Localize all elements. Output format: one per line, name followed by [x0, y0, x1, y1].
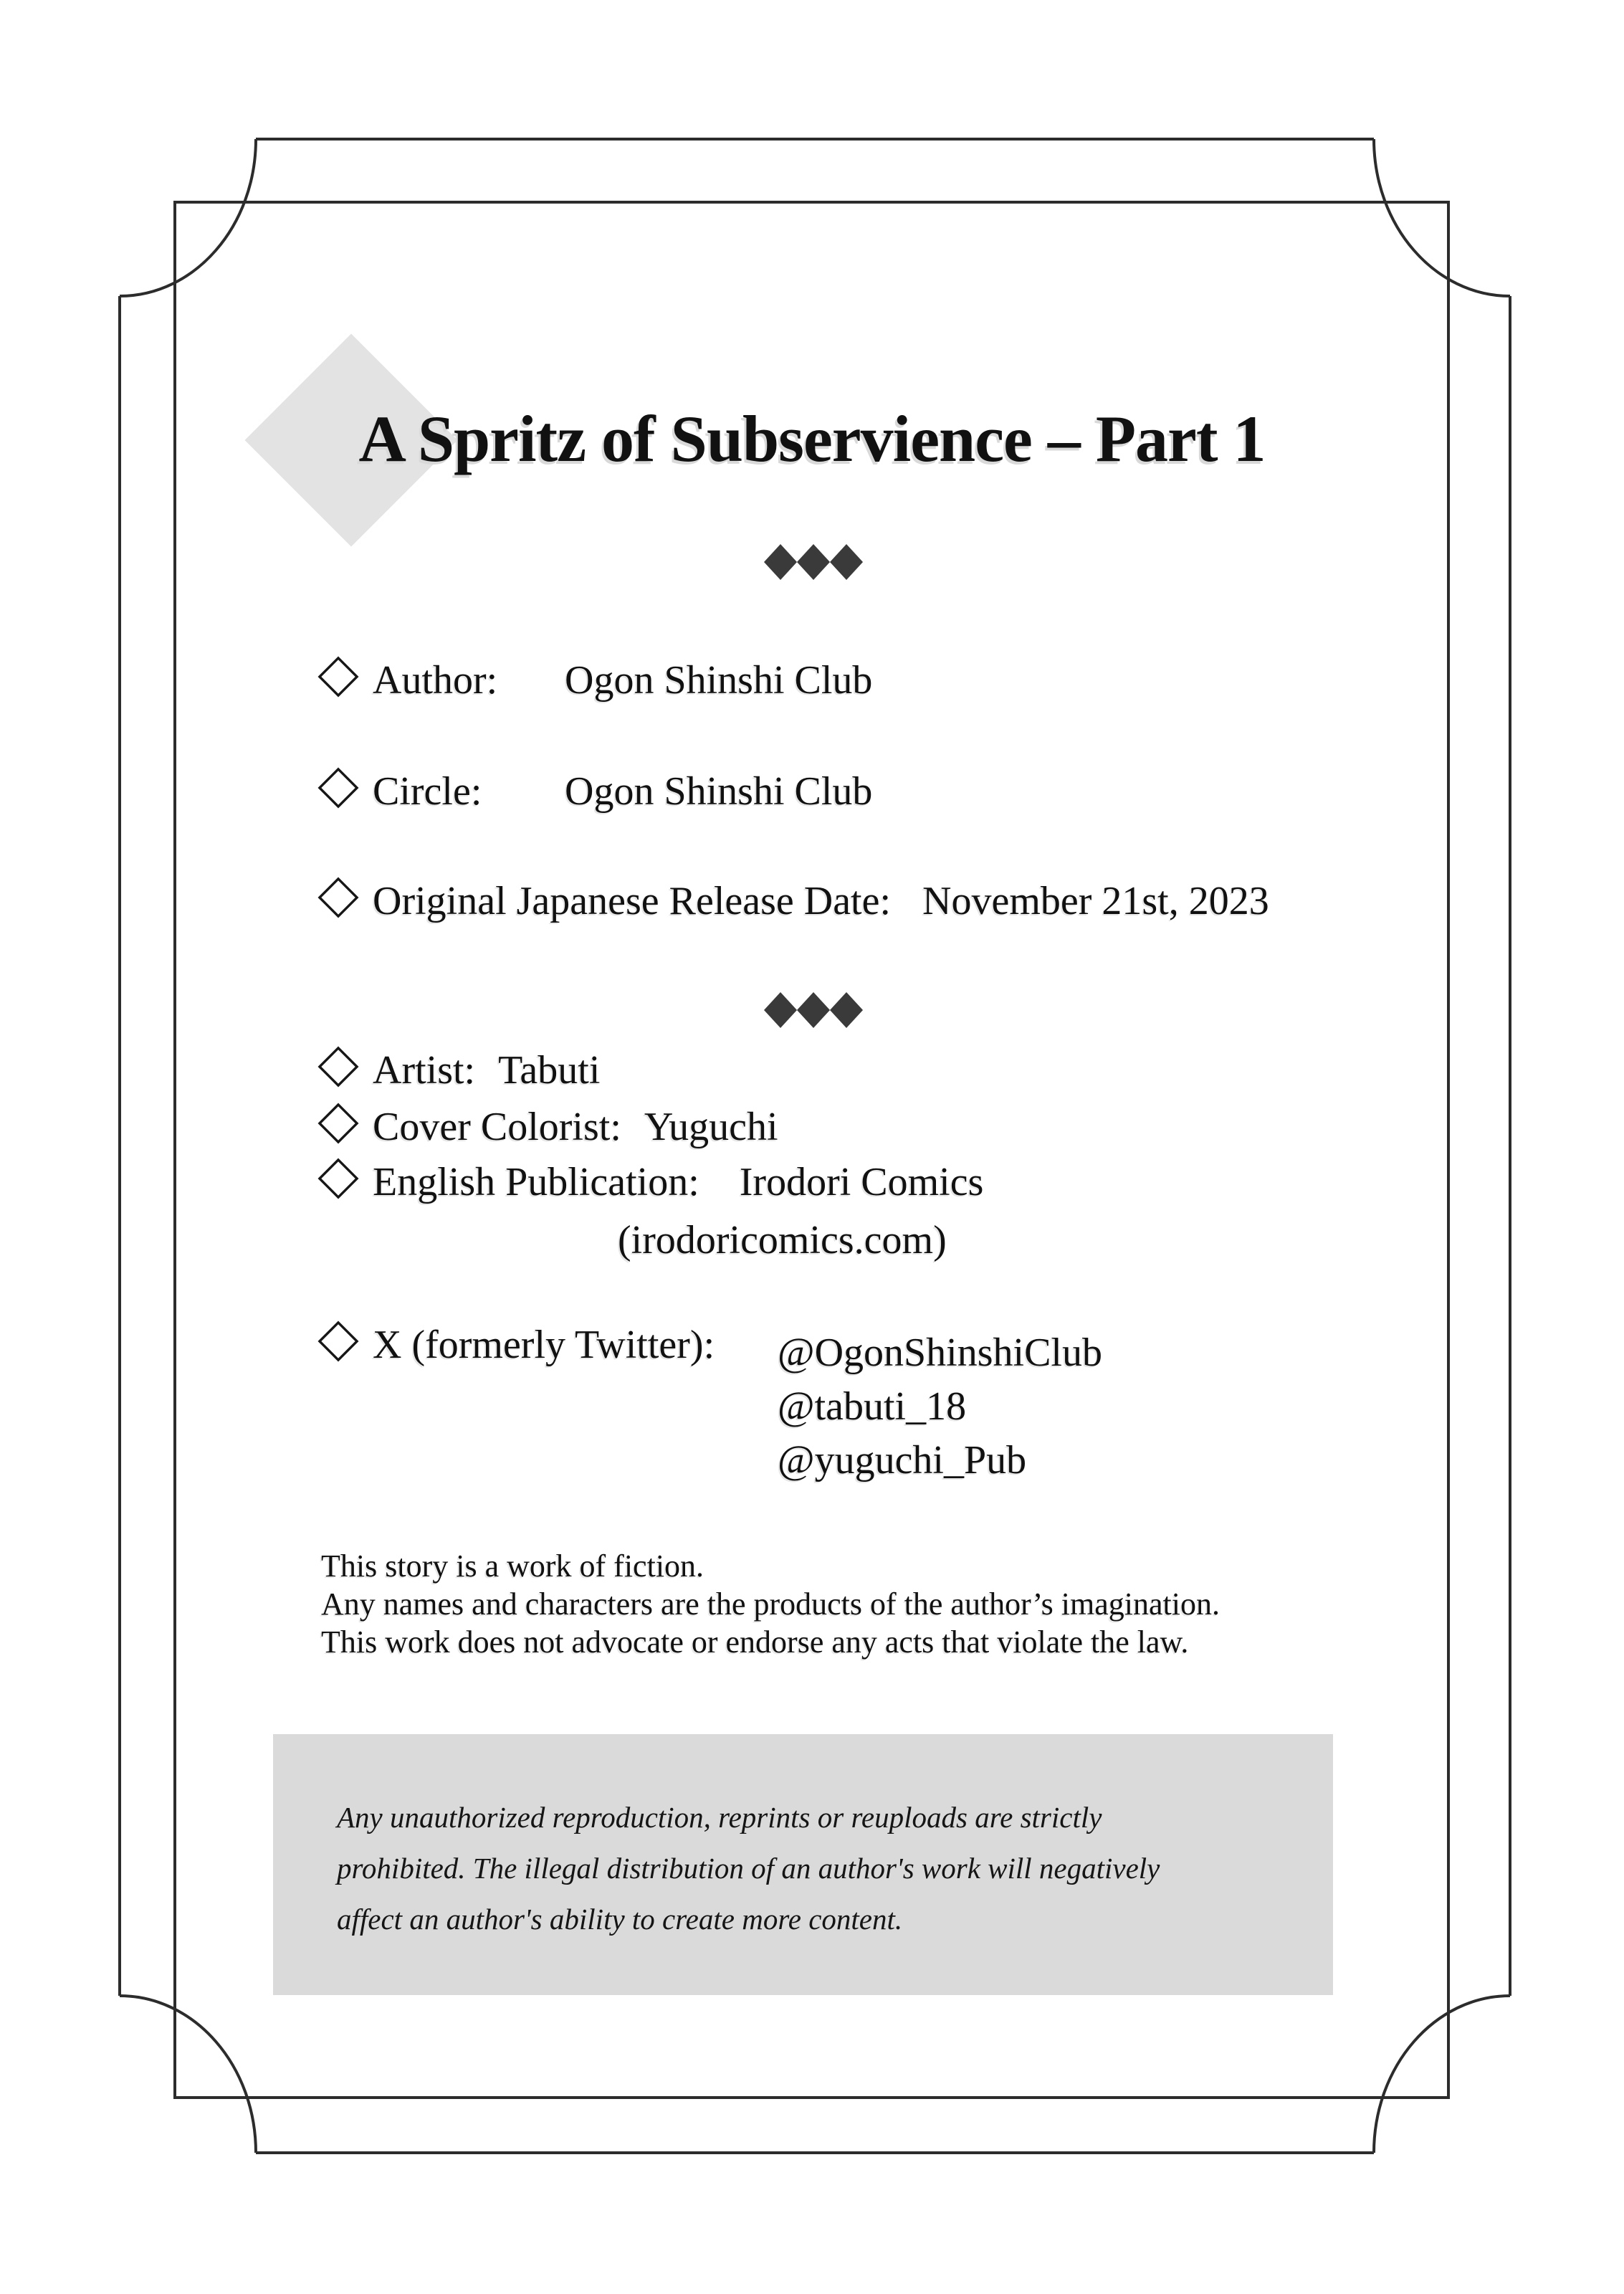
page-title: A Spritz of Subservience – Part 1 [358, 402, 1266, 475]
frame-corner-arc-bottom-right [1374, 1996, 1510, 2153]
release-date-label: Original Japanese Release Date: [373, 879, 892, 923]
publisher-site: (irodoricomics.com) [618, 1218, 947, 1262]
notice-line: affect an author's ability to create more content. [337, 1903, 903, 1936]
release-date-row [317, 879, 1269, 923]
diamond-bullet-icon [317, 767, 359, 809]
circle-row [317, 769, 873, 814]
frame-corner-arc-top-right [1374, 139, 1510, 296]
author-value: Ogon Shinshi Club [565, 658, 873, 703]
fiction-disclaimer [321, 1547, 1220, 1661]
social-handle: @OgonShinshiClub [778, 1331, 1102, 1375]
diamond-bullet-icon [317, 1103, 359, 1144]
cover-colorist-label: Cover Colorist: [373, 1105, 621, 1149]
piracy-notice-text [337, 1792, 1160, 1945]
diamond-bullet-icon [317, 877, 359, 918]
frame-corner-arc-top-left [120, 139, 256, 296]
disclaimer-line: This work does not advocate or endorse any acts that violate the law. [321, 1624, 1189, 1660]
artist-value: Tabuti [498, 1048, 601, 1093]
cover-colorist-value: Yuguchi [644, 1105, 778, 1149]
artist-row [317, 1048, 600, 1093]
author-label: Author: [373, 658, 498, 703]
social-handle: @yuguchi_Pub [778, 1438, 1027, 1482]
social-row [317, 1323, 715, 1367]
circle-value: Ogon Shinshi Club [565, 769, 873, 814]
disclaimer-line: Any names and characters are the products of the author’s imagination. [321, 1586, 1220, 1622]
circle-label: Circle: [373, 769, 482, 814]
release-date-value: November 21st, 2023 [922, 879, 1269, 923]
three-diamonds-separator-icon [763, 991, 864, 1029]
three-diamonds-separator-icon [763, 543, 864, 581]
social-label: X (formerly Twitter): [373, 1323, 715, 1367]
diamond-bullet-icon [317, 656, 359, 698]
notice-line: prohibited. The illegal distribution of an author's work will negatively [337, 1852, 1160, 1885]
social-handle: @tabuti_18 [778, 1384, 967, 1429]
english-publication-value: Irodori Comics [739, 1160, 984, 1204]
diamond-bullet-icon [317, 1320, 359, 1362]
english-publication-label: English Publication: [373, 1160, 699, 1204]
piracy-notice-box [273, 1734, 1333, 1995]
diamond-bullet-icon [317, 1046, 359, 1087]
cover-colorist-row [317, 1105, 778, 1149]
author-row [317, 658, 873, 703]
frame-corner-arc-bottom-left [120, 1996, 256, 2153]
notice-line: Any unauthorized reproduction, reprints or reuploads are strictly [337, 1801, 1102, 1834]
artist-label: Artist: [373, 1048, 476, 1093]
english-publication-row [317, 1160, 983, 1204]
disclaimer-line: This story is a work of fiction. [321, 1548, 704, 1584]
diamond-bullet-icon [317, 1158, 359, 1199]
social-handles [778, 1326, 1102, 1488]
